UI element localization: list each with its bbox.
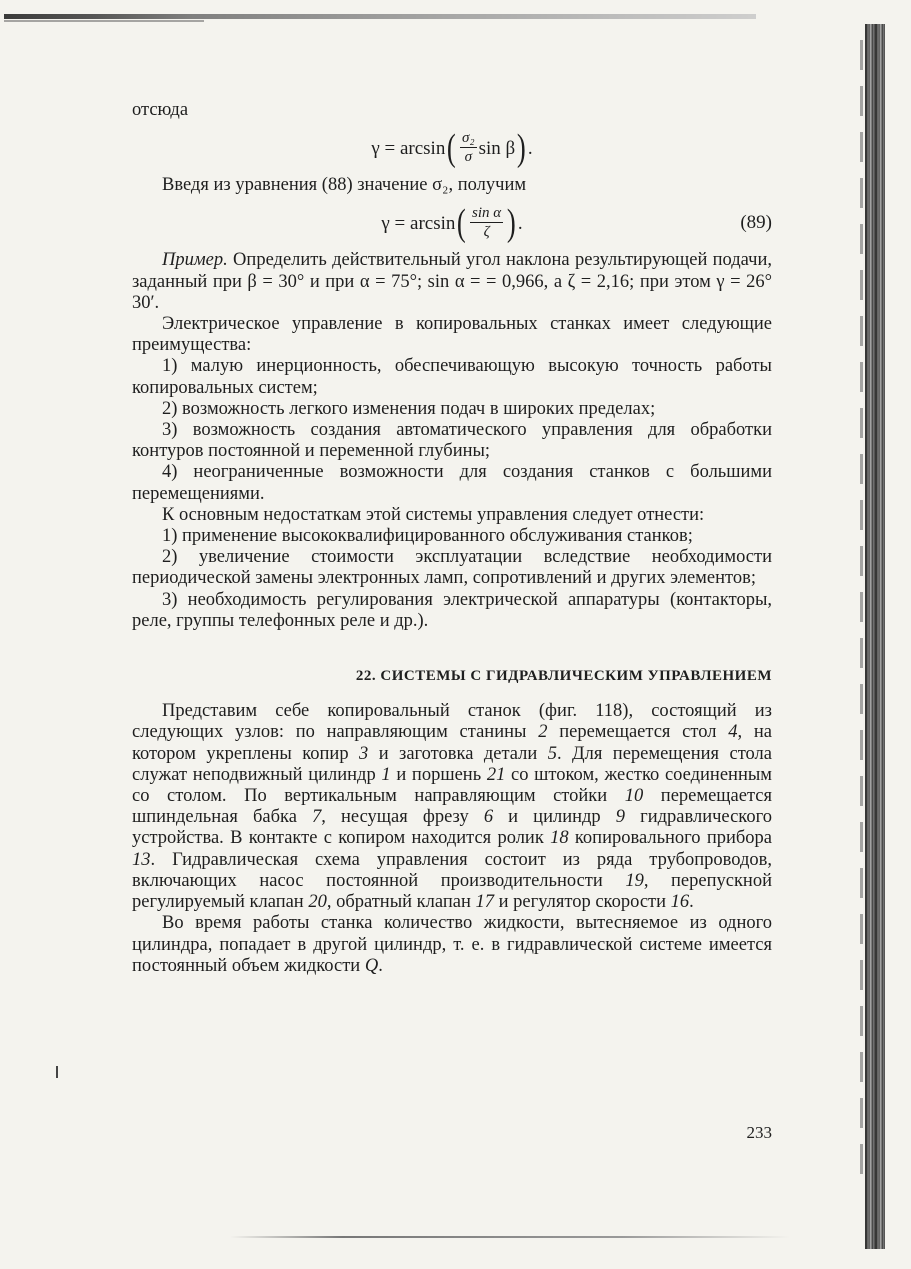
paragraph-example: Пример. Определить действительный угол наклона результирующей подачи, заданный при β = 30° и при α = 75°; sin α = = 0,966, а ζ = 2,16; при этом γ = 26° 30′. xyxy=(132,250,772,313)
scan-edge-right xyxy=(865,24,885,1249)
list-item-advantage-4: 4) неограниченные возможности для создания станков с большими перемещениями. xyxy=(132,462,772,504)
formula-89: γ = arcsin ( $\frac{\text{sin α}}{\zeta}$ ) . (89) xyxy=(381,202,772,245)
formula-gamma-sigma: γ = arcsin ( $\frac{\text{σ₂}}{\sigma}$ sin β ) . xyxy=(371,127,533,170)
scan-edge-top-shadow xyxy=(4,20,204,22)
list-item-advantage-1: 1) малую инерционность, обеспечивающую высокую точность работы копировальных систем; xyxy=(132,356,772,398)
document-page xyxy=(132,100,773,1142)
scan-edge-right-shadow xyxy=(860,40,863,1190)
paragraph-vvedya: Введя из уравнения (88) значение σ₂, получим xyxy=(162,175,527,196)
paragraph-otsyuda: отсюда xyxy=(132,100,189,120)
section-heading: 22. СИСТЕМЫ С ГИДРАВЛИЧЕСКИМ УПРАВЛЕНИЕМ xyxy=(355,668,772,685)
page-number: 233 xyxy=(746,1123,772,1142)
scan-speck xyxy=(56,1066,58,1078)
list-item-disadvantage-1: 1) применение высококвалифицированного обслуживания станков; xyxy=(162,526,693,547)
list-item-disadvantage-2: 2) увеличение стоимости эксплуатации вследствие необходимости периодической замены электронных ламп, сопротивлений и других элементов; xyxy=(132,547,772,589)
paragraph-fluid-volume: Во время работы станка количество жидкости, вытесняемое из одного цилиндра, попадает в другой цилиндр, т. е. в гидравлической системе имеется постоянный объем жидкости Q. xyxy=(132,913,772,976)
list-item-advantage-3: 3) возможность создания автоматического управления для обработки контуров постоянной и переменной глубины; xyxy=(132,420,772,462)
paragraph-copy-machine: Представим себе копировальный станок (фиг. 118), состоящий из следующих узлов: по направляющим станины 2 перемещается стол 4, на котором укреплены копир 3 и заготовка детали 5. Для перемещения стола служат неподвижный цилиндр 1 и поршень 21 со штоком, жестко соединенным со столом. По вертикальным направляющим стойки 10 перемещается шпиндельная бабка 7, несущая фрезу 6 и цилиндр 9 гидравлического устройства. В контакте с копиром находится ролик 18 копировального прибора 13. Гидравлическая схема управления состоит из ряда трубопроводов, включающих насос постоянной производительности 19, перепускной регулируемый клапан 20, обратный клапан 17 и регулятор скорости 16. xyxy=(132,701,773,913)
example-label: Пример. xyxy=(162,250,228,271)
scan-edge-top xyxy=(4,14,756,19)
list-item-advantage-2: 2) возможность легкого изменения подач в широких пределах; xyxy=(162,398,656,419)
list-item-disadvantage-3: 3) необходимость регулирования электрической аппаратуры (контакторы, реле, группы телефонных реле и др.). xyxy=(132,589,772,631)
paragraph-electric-control: Электрическое управление в копировальных станках имеет следующие преимущества: xyxy=(132,314,772,356)
equation-number: (89) xyxy=(740,212,772,234)
paragraph-disadvantages: К основным недостаткам этой системы управления следует отнести: xyxy=(162,504,705,525)
scan-edge-bottom xyxy=(230,1236,790,1238)
